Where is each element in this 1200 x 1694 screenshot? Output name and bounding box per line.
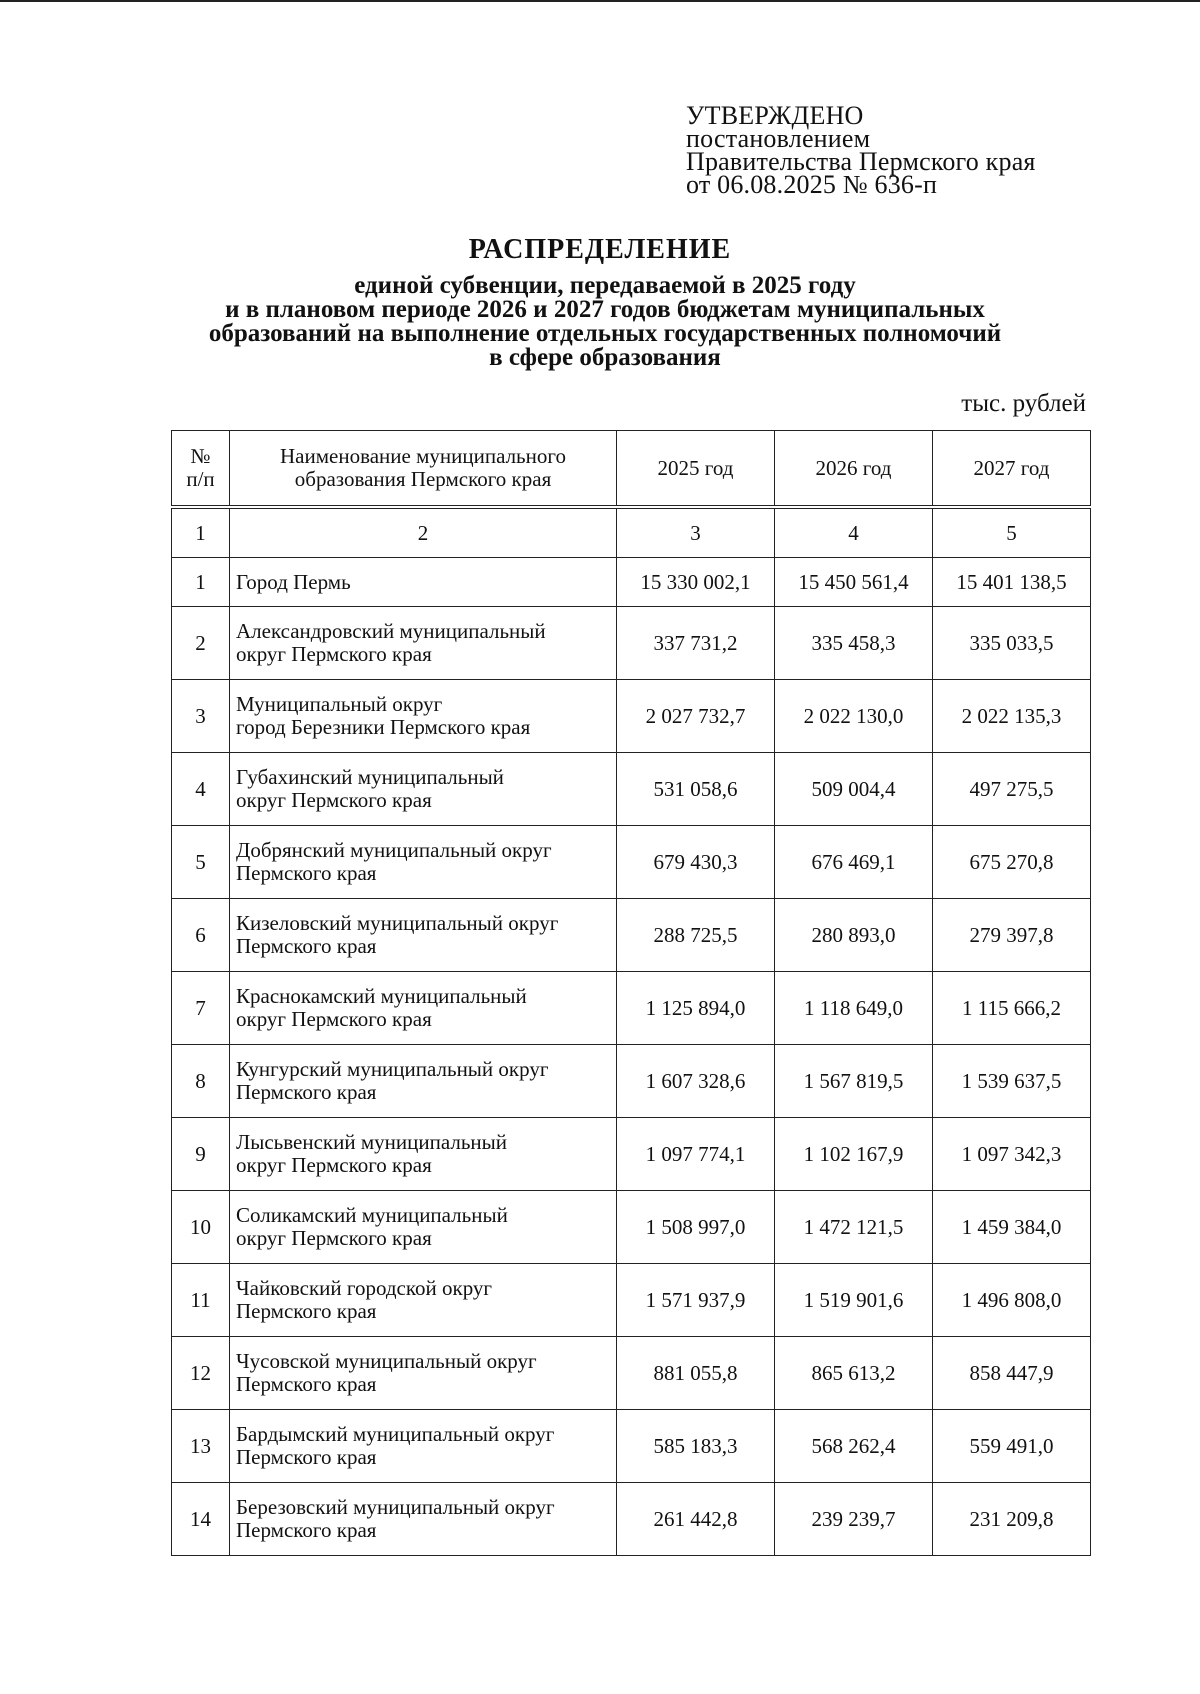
municipality-name-line: округ Пермского края <box>236 1007 432 1031</box>
column-index: 3 <box>617 507 775 558</box>
value-2027: 1 496 808,0 <box>933 1264 1091 1337</box>
table-row <box>172 899 1091 972</box>
municipality-name-line: округ Пермского края <box>236 788 432 812</box>
municipality-name-line: округ Пермского края <box>236 642 432 666</box>
row-number: 1 <box>172 558 230 607</box>
row-number: 10 <box>172 1191 230 1264</box>
table-row <box>172 558 1091 607</box>
value-2025: 1 097 774,1 <box>617 1118 775 1191</box>
row-number: 4 <box>172 753 230 826</box>
municipality-name-line: город Березники Пермского края <box>236 715 531 739</box>
value-2026: 280 893,0 <box>775 899 933 972</box>
municipality-name <box>230 1045 617 1118</box>
approval-line: постановлением <box>686 124 871 153</box>
municipality-name-line: Соликамский муниципальный <box>236 1203 508 1227</box>
row-number: 6 <box>172 899 230 972</box>
subtitle-line: и в плановом периоде 2026 и 2027 годов бюджетам муниципальных <box>225 296 985 323</box>
municipality-name <box>230 826 617 899</box>
document-title: РАСПРЕДЕЛЕНИЕ <box>468 234 732 265</box>
municipality-name-line: Пермского края <box>236 1372 377 1396</box>
value-2027: 15 401 138,5 <box>933 558 1091 607</box>
row-number: 12 <box>172 1337 230 1410</box>
municipality-name-line: Пермского края <box>236 1445 377 1469</box>
value-2027: 1 097 342,3 <box>933 1118 1091 1191</box>
row-number: 13 <box>172 1410 230 1483</box>
value-2026: 239 239,7 <box>775 1483 933 1556</box>
column-index-row <box>172 507 1091 558</box>
header-name <box>230 431 617 508</box>
municipality-name-line: Александровский муниципальный <box>236 619 546 643</box>
table-row <box>172 1118 1091 1191</box>
table-row <box>172 680 1091 753</box>
row-number: 2 <box>172 607 230 680</box>
column-index: 5 <box>933 507 1091 558</box>
municipality-name-line: Пермского края <box>236 861 377 885</box>
municipality-name-line: Губахинский муниципальный <box>236 765 504 789</box>
header-2026: 2026 год <box>775 431 933 508</box>
units-label: тыс. рублей <box>961 390 1086 417</box>
municipality-name-line: Чусовской муниципальный округ <box>236 1349 537 1373</box>
municipality-name <box>230 753 617 826</box>
municipality-name-line: округ Пермского края <box>236 1226 432 1250</box>
header-2027: 2027 год <box>933 431 1091 508</box>
table-row <box>172 1264 1091 1337</box>
header-number-line: п/п <box>186 467 215 491</box>
municipality-name-line: Пермского края <box>236 1299 377 1323</box>
value-2025: 679 430,3 <box>617 826 775 899</box>
value-2026: 676 469,1 <box>775 826 933 899</box>
value-2026: 1 567 819,5 <box>775 1045 933 1118</box>
value-2027: 231 209,8 <box>933 1483 1091 1556</box>
approval-line: от 06.08.2025 № 636-п <box>686 170 938 199</box>
value-2027: 559 491,0 <box>933 1410 1091 1483</box>
value-2025: 1 125 894,0 <box>617 972 775 1045</box>
row-number: 7 <box>172 972 230 1045</box>
municipality-name <box>230 1337 617 1410</box>
table-row <box>172 1410 1091 1483</box>
value-2025: 585 183,3 <box>617 1410 775 1483</box>
value-2026: 509 004,4 <box>775 753 933 826</box>
table-row <box>172 753 1091 826</box>
value-2025: 261 442,8 <box>617 1483 775 1556</box>
municipality-name-line: Краснокамский муниципальный <box>236 984 527 1008</box>
column-index: 2 <box>230 507 617 558</box>
municipality-name <box>230 680 617 753</box>
value-2027: 335 033,5 <box>933 607 1091 680</box>
value-2027: 675 270,8 <box>933 826 1091 899</box>
column-index: 1 <box>172 507 230 558</box>
table-header-row <box>172 431 1091 508</box>
value-2025: 337 731,2 <box>617 607 775 680</box>
document-subtitle <box>150 274 1060 370</box>
value-2025: 881 055,8 <box>617 1337 775 1410</box>
value-2027: 1 539 637,5 <box>933 1045 1091 1118</box>
value-2026: 568 262,4 <box>775 1410 933 1483</box>
column-index: 4 <box>775 507 933 558</box>
header-name-line: образования Пермского края <box>294 467 552 491</box>
row-number: 9 <box>172 1118 230 1191</box>
row-number: 14 <box>172 1483 230 1556</box>
value-2025: 1 571 937,9 <box>617 1264 775 1337</box>
value-2025: 2 027 732,7 <box>617 680 775 753</box>
header-name-line: Наименование муниципального <box>280 444 566 468</box>
value-2026: 335 458,3 <box>775 607 933 680</box>
subtitle-line: единой субвенции, передаваемой в 2025 году <box>354 272 856 299</box>
value-2025: 531 058,6 <box>617 753 775 826</box>
municipality-name-line: Пермского края <box>236 934 377 958</box>
table-row <box>172 826 1091 899</box>
value-2026: 1 118 649,0 <box>775 972 933 1045</box>
row-number: 5 <box>172 826 230 899</box>
row-number: 11 <box>172 1264 230 1337</box>
header-number-line: № <box>190 444 211 468</box>
municipality-name-line: Муниципальный округ <box>236 692 443 716</box>
value-2025: 1 508 997,0 <box>617 1191 775 1264</box>
value-2026: 1 519 901,6 <box>775 1264 933 1337</box>
municipality-name <box>230 1264 617 1337</box>
table-row <box>172 1045 1091 1118</box>
approval-stamp <box>686 101 1036 199</box>
approval-line: Правительства Пермского края <box>686 147 1036 176</box>
value-2027: 1 459 384,0 <box>933 1191 1091 1264</box>
municipality-name-line: Кунгурский муниципальный округ <box>236 1057 549 1081</box>
value-2027: 858 447,9 <box>933 1337 1091 1410</box>
row-number: 8 <box>172 1045 230 1118</box>
municipality-name-line: Бардымский муниципальный округ <box>236 1422 555 1446</box>
municipality-name <box>230 1118 617 1191</box>
municipality-name-line: Лысьвенский муниципальный <box>236 1130 507 1154</box>
value-2026: 865 613,2 <box>775 1337 933 1410</box>
table-row <box>172 1483 1091 1556</box>
table-row <box>172 1337 1091 1410</box>
value-2025: 15 330 002,1 <box>617 558 775 607</box>
value-2026: 2 022 130,0 <box>775 680 933 753</box>
table-row <box>172 607 1091 680</box>
header-number <box>172 431 230 508</box>
value-2025: 288 725,5 <box>617 899 775 972</box>
municipality-name <box>230 899 617 972</box>
value-2027: 497 275,5 <box>933 753 1091 826</box>
row-number: 3 <box>172 680 230 753</box>
municipality-name-line: Город Пермь <box>236 569 351 594</box>
value-2027: 2 022 135,3 <box>933 680 1091 753</box>
municipality-name-line: Добрянский муниципальный округ <box>236 838 552 862</box>
subtitle-line: образований на выполнение отдельных государственных полномочий <box>208 320 1002 347</box>
municipality-name-line: Чайковский городской округ <box>236 1276 493 1300</box>
value-2025: 1 607 328,6 <box>617 1045 775 1118</box>
municipality-name-line: Пермского края <box>236 1518 377 1542</box>
municipality-name <box>230 1410 617 1483</box>
value-2027: 1 115 666,2 <box>933 972 1091 1045</box>
value-2026: 15 450 561,4 <box>775 558 933 607</box>
municipality-name <box>230 607 617 680</box>
municipality-name-line: Кизеловский муниципальный округ <box>236 911 559 935</box>
approval-line: УТВЕРЖДЕНО <box>686 101 864 130</box>
subvention-table <box>171 430 1091 1556</box>
subtitle-line: в сфере образования <box>489 344 721 371</box>
header-2025: 2025 год <box>617 431 775 508</box>
municipality-name <box>230 1191 617 1264</box>
municipality-name <box>230 558 617 607</box>
municipality-name-line: Березовский муниципальный округ <box>236 1495 555 1519</box>
table-row <box>172 1191 1091 1264</box>
value-2027: 279 397,8 <box>933 899 1091 972</box>
value-2026: 1 472 121,5 <box>775 1191 933 1264</box>
value-2026: 1 102 167,9 <box>775 1118 933 1191</box>
municipality-name <box>230 972 617 1045</box>
municipality-name <box>230 1483 617 1556</box>
table-row <box>172 972 1091 1045</box>
municipality-name-line: округ Пермского края <box>236 1153 432 1177</box>
page-top-edge <box>0 0 1200 2</box>
municipality-name-line: Пермского края <box>236 1080 377 1104</box>
